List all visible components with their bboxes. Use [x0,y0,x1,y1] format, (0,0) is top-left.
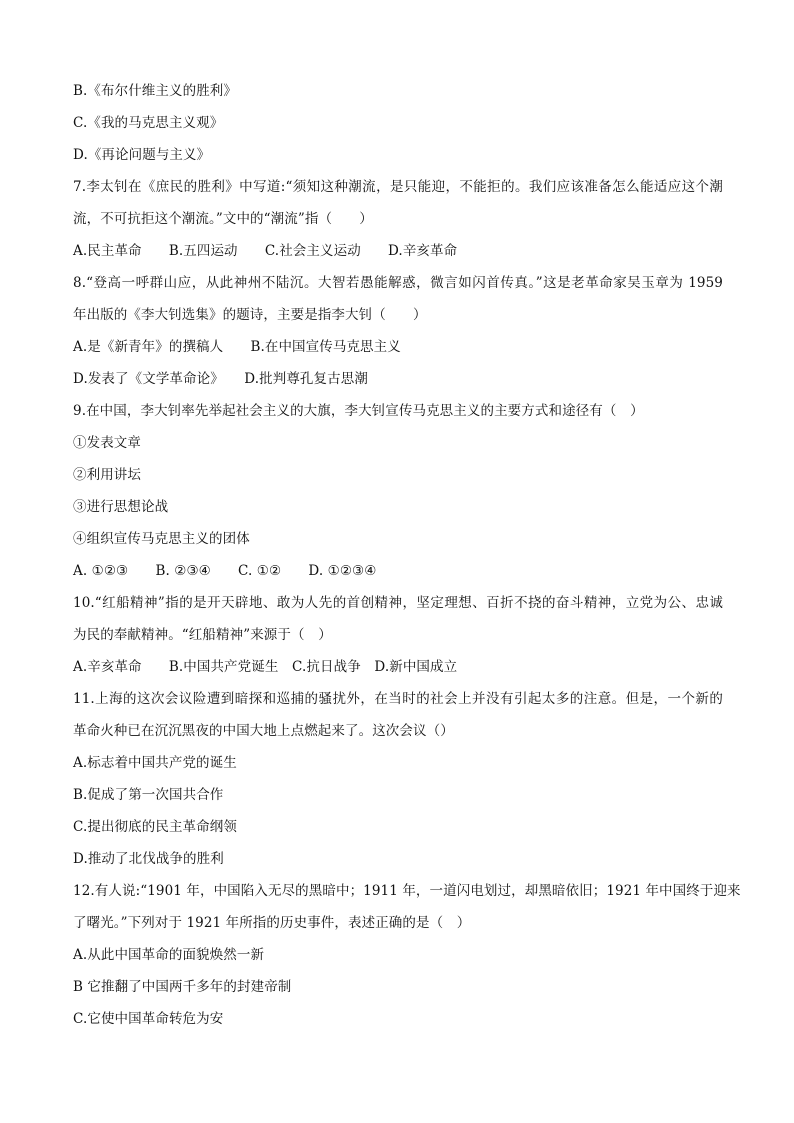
question-7-line-2: 流，不可抗拒这个潮流。”文中的“潮流”指（ ） [73,211,373,227]
question-9-item-2: ②利用讲坛 [73,467,141,483]
question-9-item-4: ④组织宣传马克思主义的团体 [73,531,250,547]
question-11-option-c: C.提出彻底的民主革命纲领 [73,819,237,835]
question-11-option-a: A.标志着中国共产党的诞生 [73,755,237,771]
question-12-option-c: C.它使中国革命转危为安 [73,1011,224,1027]
question-9-item-1: ①发表文章 [73,435,141,451]
question-8-options-1: A.是《新青年》的撰稿人 B.在中国宣传马克思主义 [73,339,401,355]
question-8-line-2: 年出版的《李大钊选集》的题诗，主要是指李大钊（ ） [73,307,427,323]
option-c-line: C.《我的马克思主义观》 [73,115,224,131]
question-7-options: A.民主革命 B.五四运动 C.社会主义运动 D.辛亥革命 [73,243,458,259]
question-10-options: A.辛亥革命 B.中国共产党诞生 C.抗日战争 D.新中国成立 [73,659,458,675]
question-9-line-1: 9.在中国，李大钊率先举起社会主义的大旗，李大钊宣传马克思主义的主要方式和途径有（ ） [73,403,644,419]
question-7-line-1: 7.李太钊在《庶民的胜利》中写道:“须知这种潮流，是只能迎，不能拒的。我们应该准备怎么能适应这个潮 [73,179,723,195]
question-12-option-b: B 它推翻了中国两千多年的封建帝制 [73,979,292,995]
question-8-line-1: 8.“登高一呼群山应，从此神州不陆沉。大智若愚能解惑，微言如闪首传真。”这是老革命家吴玉章为 1959 [73,275,723,291]
question-12-line-2: 了曙光。”下列对于 1921 年所指的历史事件，表述正确的是（ ） [73,915,471,931]
question-12-option-a: A.从此中国革命的面貌焕然一新 [73,947,265,963]
question-12-line-1: 12.有人说:“1901 年，中国陷入无尽的黑暗中；1911 年，一道闪电划过，却黑暗依旧；1921 年中国终于迎来 [73,883,741,899]
question-11-line-1: 11.上海的这次会议险遭到暗探和巡捕的骚扰外，在当时的社会上并没有引起太多的注意。但是，一个新的 [73,691,723,707]
question-10-line-2: 为民的奉献精神。“红船精神”来源于（ ） [73,627,332,643]
option-d-line: D.《再论问题与主义》 [73,147,211,163]
option-b-line: B.《布尔什维主义的胜利》 [73,83,238,99]
question-11-option-d: D.推动了北伐战争的胜利 [73,851,224,867]
question-10-line-1: 10.“红船精神”指的是开天辟地、敢为人先的首创精神，坚定理想、百折不挠的奋斗精神，立党为公、忠诚 [73,595,723,611]
question-11-line-2: 革命火种已在沉沉黑夜的中国大地上点燃起来了。这次会议（） [73,723,454,739]
question-11-option-b: B.促成了第一次国共合作 [73,787,224,803]
question-8-options-2: D.发表了《文学革命论》 D.批判尊孔复古思潮 [73,371,368,387]
question-9-item-3: ③进行思想论战 [73,499,169,515]
question-9-options: A. ①②③ B. ②③④ C. ①② D. ①②③④ [73,563,377,579]
